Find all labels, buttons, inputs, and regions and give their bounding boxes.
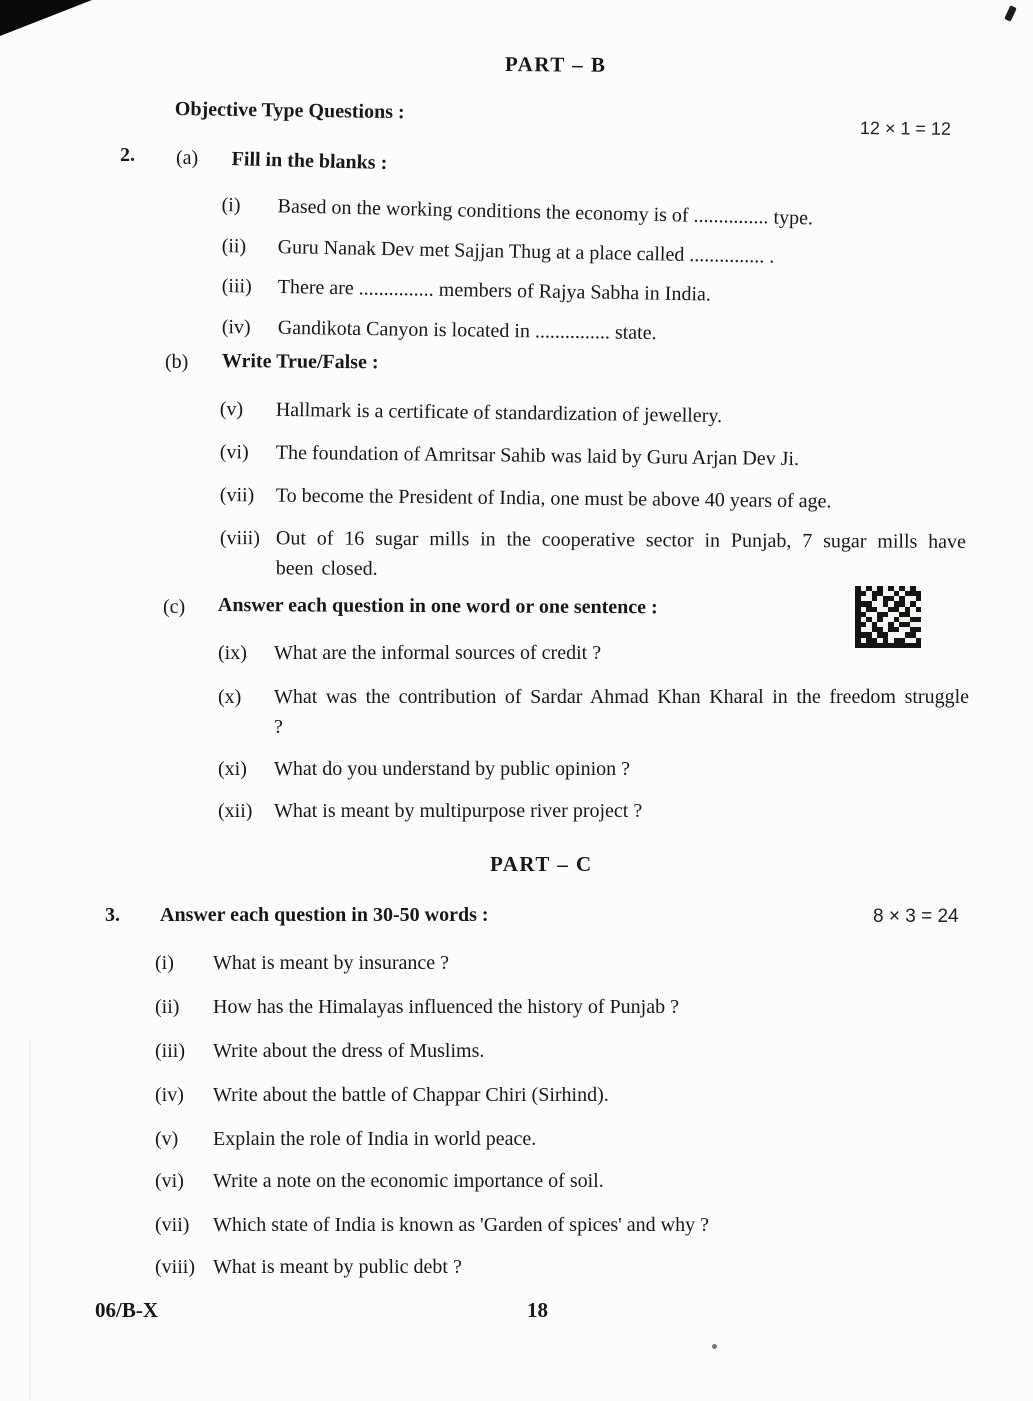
sub-question-a-label: (a) [176, 147, 199, 169]
scan-artifact-corner [0, 0, 92, 36]
question-item-c-iii [155, 1036, 484, 1066]
question-3-number: 3. [105, 904, 120, 926]
one-word-answer-heading: Answer each question in one word or one sentence : [217, 594, 658, 619]
fill-blanks-heading: Fill in the blanks : [231, 148, 388, 175]
page-number: 18 [527, 1298, 548, 1322]
question-item-iii [221, 271, 711, 310]
question-item-xi [218, 754, 630, 784]
item-text: Write a note on the economic importance of soil. [213, 1170, 604, 1192]
question-item-i [221, 190, 813, 233]
item-text: Guru Nanak Dev met Sajjan Thug at a place called ............... . [277, 236, 775, 268]
part-c-heading: Answer each question in 30-50 words : [160, 904, 489, 926]
item-text: Explain the role of India in world peace. [213, 1128, 537, 1150]
item-text: Gandikota Canyon is located in ............... state. [277, 316, 657, 345]
question-item-vii [220, 480, 832, 516]
item-text: Write about the dress of Muslims. [213, 1040, 485, 1062]
objective-questions-heading: Objective Type Questions : [174, 98, 405, 124]
item-number: (v) [219, 397, 244, 421]
item-text: How has the Himalayas influenced the history of Punjab ? [213, 996, 679, 1018]
part-b-title: PART – B [504, 52, 607, 77]
question-item-ix [218, 638, 601, 668]
question-2-number: 2. [120, 144, 135, 166]
item-text: What is meant by public debt ? [213, 1256, 462, 1278]
part-c-title: PART – C [490, 852, 593, 876]
scan-artifact-dot [712, 1344, 717, 1349]
item-text: The foundation of Amritsar Sahib was laid by Guru Arjan Dev Ji. [275, 441, 800, 471]
question-item-ii [221, 231, 774, 272]
item-text: Which state of India is known as 'Garden of spices' and why ? [213, 1214, 709, 1236]
item-number: (vii) [155, 1214, 190, 1236]
item-number: (iii) [155, 1040, 185, 1062]
scan-artifact-top-right [1004, 5, 1017, 22]
item-number: (xii) [218, 800, 253, 822]
item-number: (i) [155, 952, 174, 974]
item-text: What is meant by multipurpose river project ? [274, 800, 643, 822]
item-number: (viii) [219, 526, 260, 550]
item-number: (iii) [221, 274, 252, 298]
sub-question-b-label: (b) [165, 351, 189, 373]
item-text: Out of 16 sugar mills in the cooperative sector in Punjab, 7 sugar mills have been closed. [275, 527, 966, 580]
item-number: (iv) [221, 315, 251, 339]
item-text: Based on the working conditions the economy is of ............... type. [277, 195, 814, 230]
item-number: (vi) [155, 1170, 184, 1192]
item-number: (viii) [155, 1256, 195, 1278]
item-text: What are the informal sources of credit ? [274, 642, 602, 664]
question-item-c-ii [155, 992, 679, 1022]
part-b-marks: 12 × 1 = 12 [859, 118, 952, 139]
item-number: (v) [155, 1128, 179, 1150]
item-number: (x) [218, 686, 242, 708]
item-number: (ii) [221, 234, 247, 258]
question-item-x [218, 682, 969, 742]
part-c-marks: 8 × 3 = 24 [873, 906, 959, 927]
item-number: (xi) [218, 758, 247, 780]
question-item-c-i [155, 948, 449, 978]
item-text: What is meant by insurance ? [213, 952, 450, 974]
question-item-c-viii [155, 1252, 462, 1282]
item-text: What do you understand by public opinion ? [274, 758, 631, 780]
item-number: (vi) [219, 440, 249, 464]
question-item-c-iv [155, 1080, 609, 1110]
true-false-heading: Write True/False : [221, 350, 379, 374]
qr-code [855, 586, 921, 648]
question-item-c-vii [155, 1210, 709, 1240]
item-number: (ix) [218, 642, 247, 664]
question-item-c-vi [155, 1166, 604, 1196]
question-item-vi [220, 437, 800, 474]
paper-code: 06/B-X [95, 1298, 158, 1322]
sub-question-c-label: (c) [163, 596, 186, 618]
item-text: Write about the battle of Chappar Chiri (Sirhind). [213, 1084, 609, 1106]
item-text: To become the President of India, one must be above 40 years of age. [275, 484, 832, 513]
item-number: (i) [221, 193, 241, 217]
item-number: (vii) [219, 483, 255, 507]
question-item-xii [218, 796, 642, 826]
item-number: (ii) [155, 996, 180, 1018]
question-item-v [220, 394, 723, 431]
item-text: There are ............... members of Rajya Sabha in India. [277, 275, 712, 306]
item-text: What was the contribution of Sardar Ahmad Khan Kharal in the freedom struggle ? [274, 686, 969, 738]
question-item-iv [222, 312, 657, 348]
question-item-viii [220, 523, 966, 587]
question-item-c-v [155, 1124, 536, 1154]
item-number: (iv) [155, 1084, 184, 1106]
scan-crease [29, 1040, 31, 1400]
item-text: Hallmark is a certificate of standardization of jewellery. [275, 398, 723, 428]
